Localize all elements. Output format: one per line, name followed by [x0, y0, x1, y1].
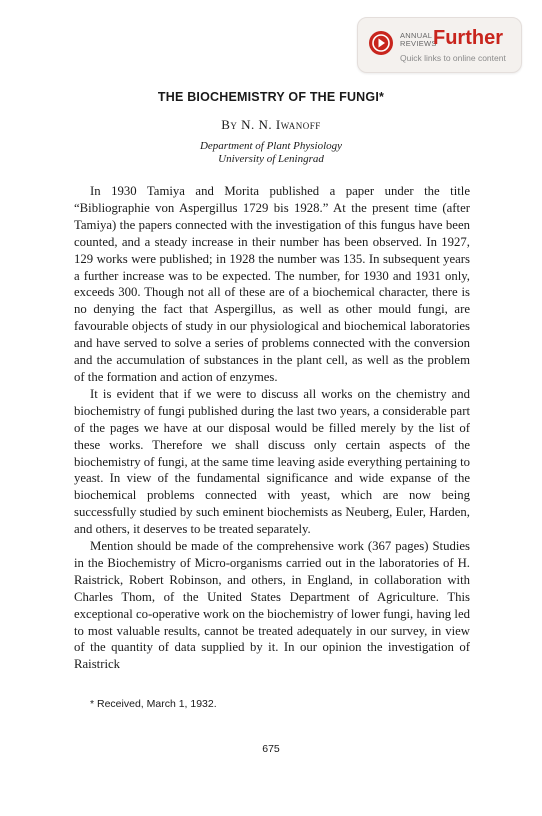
affiliation-university: University of Leningrad [218, 153, 324, 165]
paragraph: It is evident that if we were to discuss all works on the chemistry and biochemistry of fungi published during the last two years, a considerable part of the pages we have at our disposal would be filled merely by the list of these works. Therefore we shall discuss only certain aspects of the biochemistry of fungi, at the same time leaving aside everything pertaining to yeast. In view of the fundamental significance and wide expanse of the biochemical problems connected with yeast, which are now being successfully studied by such eminent biochemists as Neuberg, Euler, Harden, and others, it deserves to be treated separately. [74, 386, 470, 537]
footnote: * Received, March 1, 1932. [90, 698, 217, 710]
further-label: Further [433, 27, 503, 49]
play-icon [369, 31, 393, 55]
affiliation-department: Department of Plant Physiology [199, 140, 343, 152]
article-body [74, 183, 470, 673]
paragraph: Mention should be made of the comprehensive work (367 pages) Studies in the Biochemistry of Micro-organisms carried out in the laboratories of H. Raistrick, Robert Robinson, and others, in England, in collaboration with Charles Thom, of the United States Department of Agriculture. This exceptional co-operative work on the biochemistry of lower fungi, having led to most valuable results, cannot be treated adequately in our survey, in view of the quantity of data supplied by it. In our opinion the investigation of Raistrick [74, 539, 470, 672]
paragraph: In 1930 Tamiya and Morita published a paper under the title “Bibliographie von Aspergillus 1729 bis 1928.” At the present time (after Tamiya) the papers connected with the investigation of this fungus have been counted, and a steady increase in their number has been observed. In 1927, 129 works were published; in 1928 the number was 135. In subsequent years a further increase was to be expected. The number, for 1930 and 1931 only, exceeds 300. Though not all of these are of a biochemical character, there is no denying the fact that Aspergillus, as well as other mould fungi, are favourable objects of study in our physiological and biochemical laboratories and have served to solve a series of problems connected with the conversion and the accumulation of substances in the plant cell, as well as the problem of the formation and action of enzymes. [74, 184, 470, 384]
further-links-badge[interactable] [357, 17, 522, 73]
further-subtitle: Quick links to online content [400, 53, 506, 63]
annual-reviews-logo-text: ANNUAL REVIEWS [400, 31, 437, 48]
article-author: By N. N. Iwanoff [221, 117, 321, 132]
page-number: 675 [262, 743, 280, 755]
article-title: THE BIOCHEMISTRY OF THE FUNGI* [157, 90, 385, 104]
